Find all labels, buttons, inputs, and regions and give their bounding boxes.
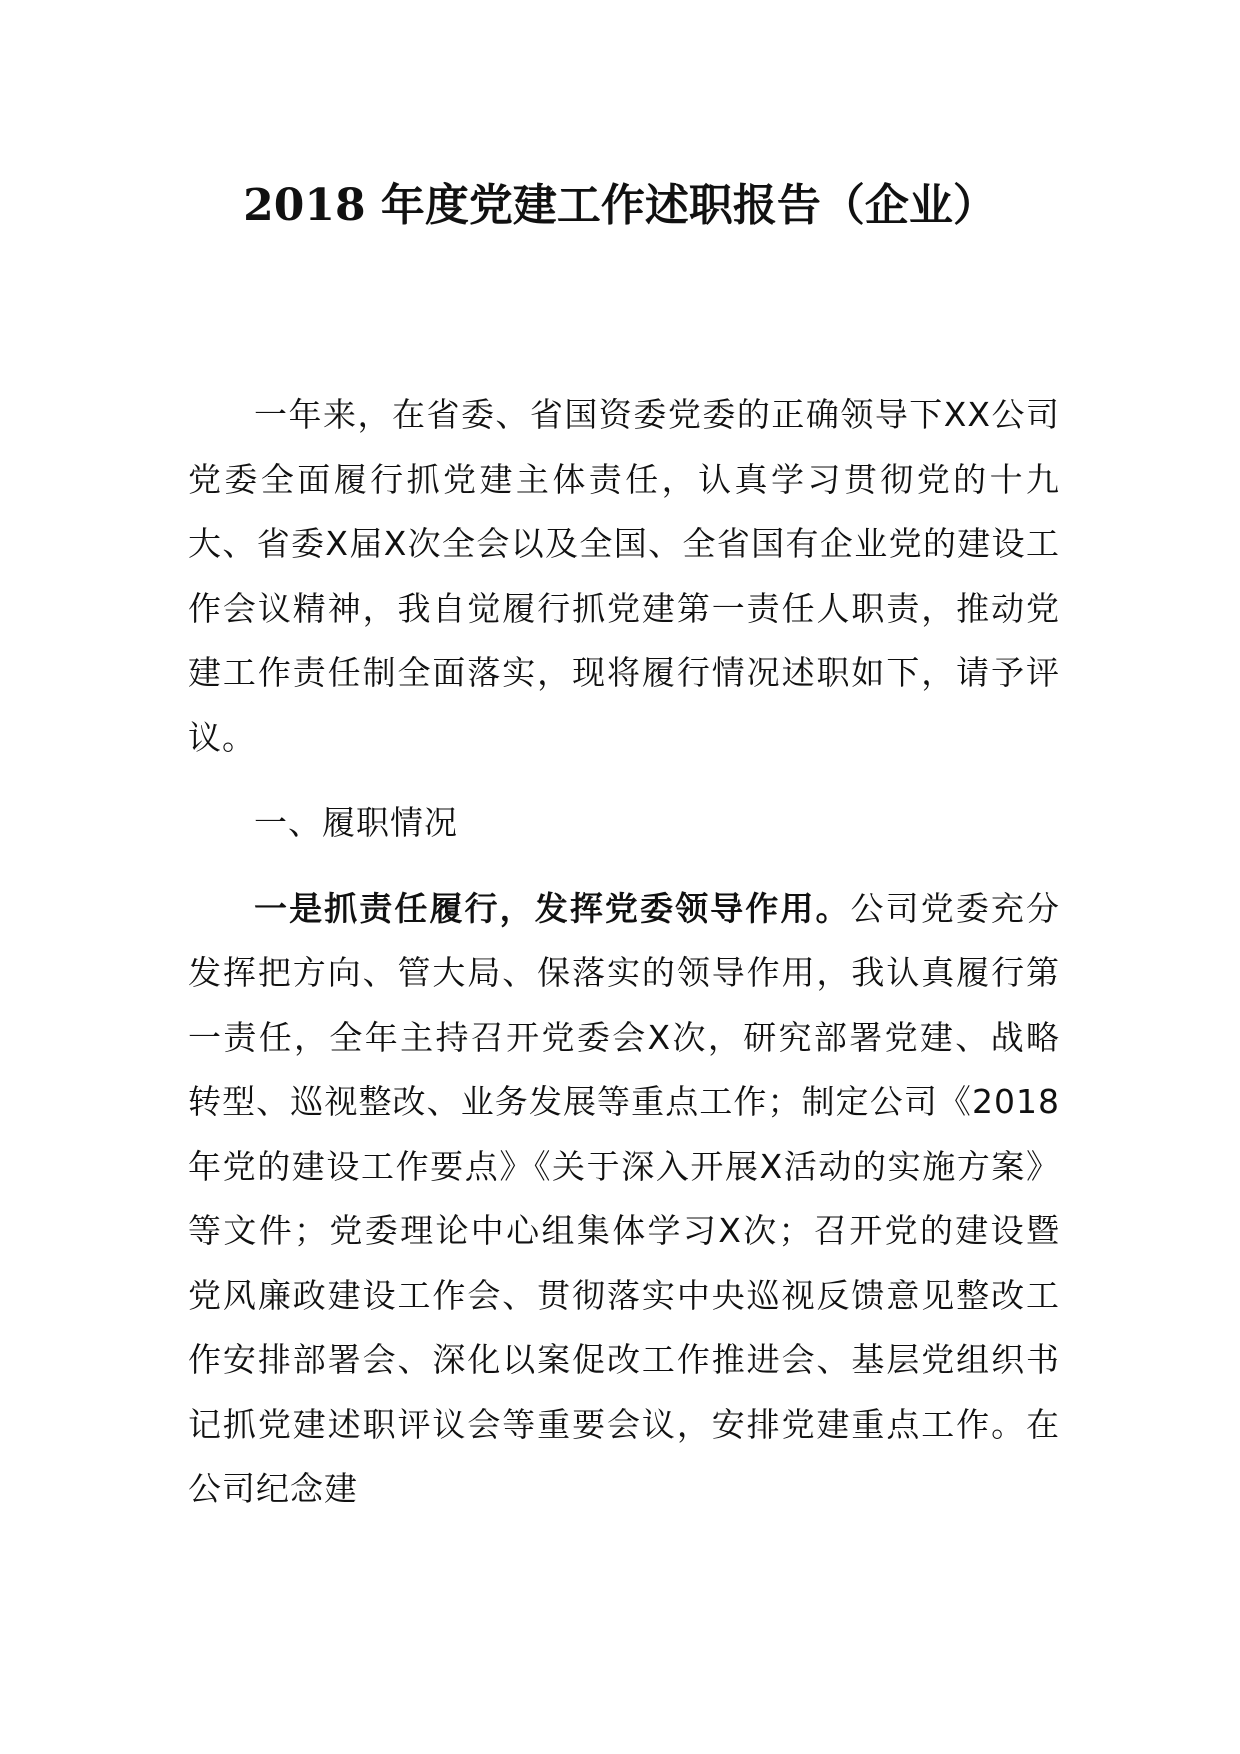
document-title: 2018 年度党建工作述职报告（企业） [243,180,997,231]
body-paragraph-text: 公司党委充分发挥把方向、管大局、保落实的领导作用，我认真履行第一责任，全年主持召开党委会X次，研究部署党建、战略转型、巡视整改、业务发展等重点工作；制定公司《2018年党的建设工作要点》《关于深入开展X活动的实施方案》等文件；党委理论中心组集体学习X次；召开党的建设暨党风廉政建设工作会、贯彻落实中央巡视反馈意见整改工作安排部署会、深化以案促改工作推进会、基层党组织书记抓党建述职评议会等重要会议，安排党建重点工作。在公司纪念建 [188,888,1061,1508]
body-paragraph [188,877,1060,1522]
document-body [188,383,1060,1522]
intro-paragraph-text: 一年来，在省委、省国资委党委的正确领导下XX公司党委全面履行抓党建主体责任，认真学习贯彻党的十九大、省委X届X次全会以及全国、全省国有企业党的建设工作会议精神，我自觉履行抓党建第一责任人职责，推动党建工作责任制全面落实，现将履行情况述职如下，请予评议。 [188,395,1060,757]
section-heading [188,791,1060,856]
intro-paragraph [188,383,1060,770]
section-heading-text: 一、履职情况 [254,803,458,842]
paragraph-lead-bold: 一是抓责任履行，发挥党委领导作用。 [254,888,851,928]
